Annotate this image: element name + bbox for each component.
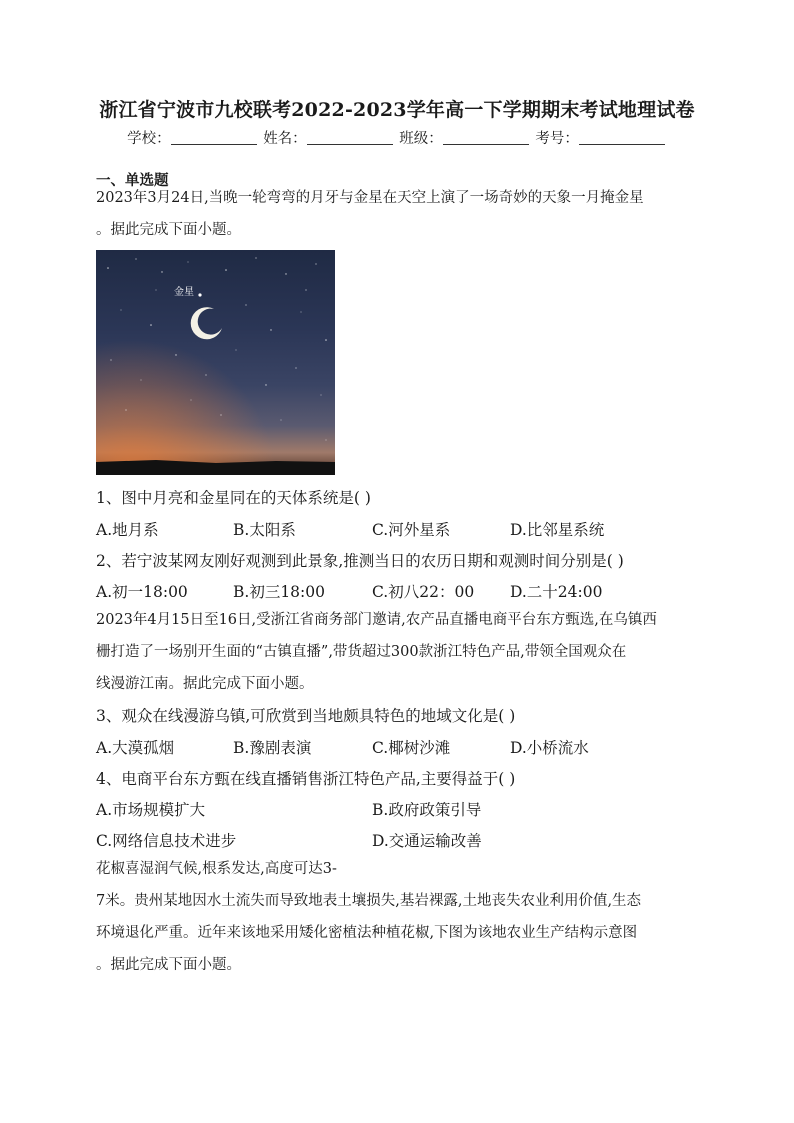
question-1: 1、图中月亮和金星同在的天体系统是( ) [96, 489, 371, 507]
class-blank[interactable] [443, 129, 529, 145]
question-4: 4、电商平台东方甄在线直播销售浙江特色产品,主要得益于( ) [96, 770, 516, 788]
exam-number-blank[interactable] [579, 129, 665, 145]
passage-3-line: 7米。贵州某地因水土流失而导致地表土壤损失,基岩裸露,土地丧失农业利用价值,生态 [96, 893, 642, 909]
venus-dot [198, 293, 201, 296]
q1-option-b[interactable]: B.太阳系 [233, 521, 296, 539]
exam-number-label: 考号： [535, 131, 579, 147]
night-sky-photo [96, 250, 335, 475]
starfield-image [96, 250, 335, 475]
passage-2 [96, 604, 696, 700]
name-blank[interactable] [307, 129, 393, 145]
q4-option-b[interactable]: B.政府政策引导 [372, 801, 482, 819]
q2-option-c[interactable]: C.初八22：00 [372, 583, 475, 601]
section-heading: 一、单选题 [96, 172, 169, 189]
student-info-line [0, 127, 794, 148]
question-3: 3、观众在线漫游乌镇,可欣赏到当地颇具特色的地域文化是( ) [96, 707, 516, 725]
venus-label: 金星 [174, 287, 194, 298]
q2-option-a[interactable]: A.初一18:00 [96, 583, 188, 601]
q4-option-d[interactable]: D.交通运输改善 [372, 832, 482, 850]
q3-option-d[interactable]: D.小桥流水 [510, 739, 589, 757]
passage-2-line: 栅打造了一场别开生面的“古镇直播”,带货超过300款浙江特色产品,带领全国观众在 [96, 644, 627, 660]
q1-option-d[interactable]: D.比邻星系统 [510, 521, 605, 539]
passage-3-line: 花椒喜湿润气候,根系发达,高度可达3- [96, 861, 337, 877]
question-2: 2、若宁波某网友刚好观测到此景象,推测当日的农历日期和观测时间分别是( ) [96, 552, 624, 570]
passage-1-line: 。据此完成下面小题。 [96, 222, 241, 238]
school-blank[interactable] [171, 129, 257, 145]
class-label: 班级： [399, 131, 443, 147]
passage-3-line: 。据此完成下面小题。 [96, 957, 241, 973]
passage-3 [96, 853, 696, 981]
q1-option-a[interactable]: A.地月系 [96, 521, 159, 539]
q1-option-c[interactable]: C.河外星系 [372, 521, 451, 539]
q2-option-d[interactable]: D.二十24:00 [510, 583, 603, 601]
q4-option-c[interactable]: C.网络信息技术进步 [96, 832, 237, 850]
q3-option-c[interactable]: C.椰树沙滩 [372, 739, 451, 757]
passage-2-line: 2023年4月15日至16日,受浙江省商务部门邀请,农产品直播电商平台东方甄选,在乌镇西 [96, 612, 657, 628]
page-title: 浙江省宁波市九校联考2022-2023学年高一下学期期末考试地理试卷 [99, 99, 695, 121]
name-label: 姓名： [263, 131, 307, 147]
q3-option-b[interactable]: B.豫剧表演 [233, 739, 312, 757]
q2-option-b[interactable]: B.初三18:00 [233, 583, 325, 601]
passage-3-line: 环境退化严重。近年来该地采用矮化密植法种植花椒,下图为该地农业生产结构示意图 [96, 925, 638, 941]
q3-option-a[interactable]: A.大漠孤烟 [96, 739, 175, 757]
passage-2-line: 线漫游江南。据此完成下面小题。 [96, 676, 314, 692]
school-label: 学校： [127, 131, 171, 147]
q4-option-a[interactable]: A.市场规模扩大 [96, 801, 206, 819]
passage-1 [96, 182, 696, 246]
passage-1-line: 2023年3月24日,当晚一轮弯弯的月牙与金星在天空上演了一场奇妙的天象一月掩金星 [96, 190, 644, 206]
